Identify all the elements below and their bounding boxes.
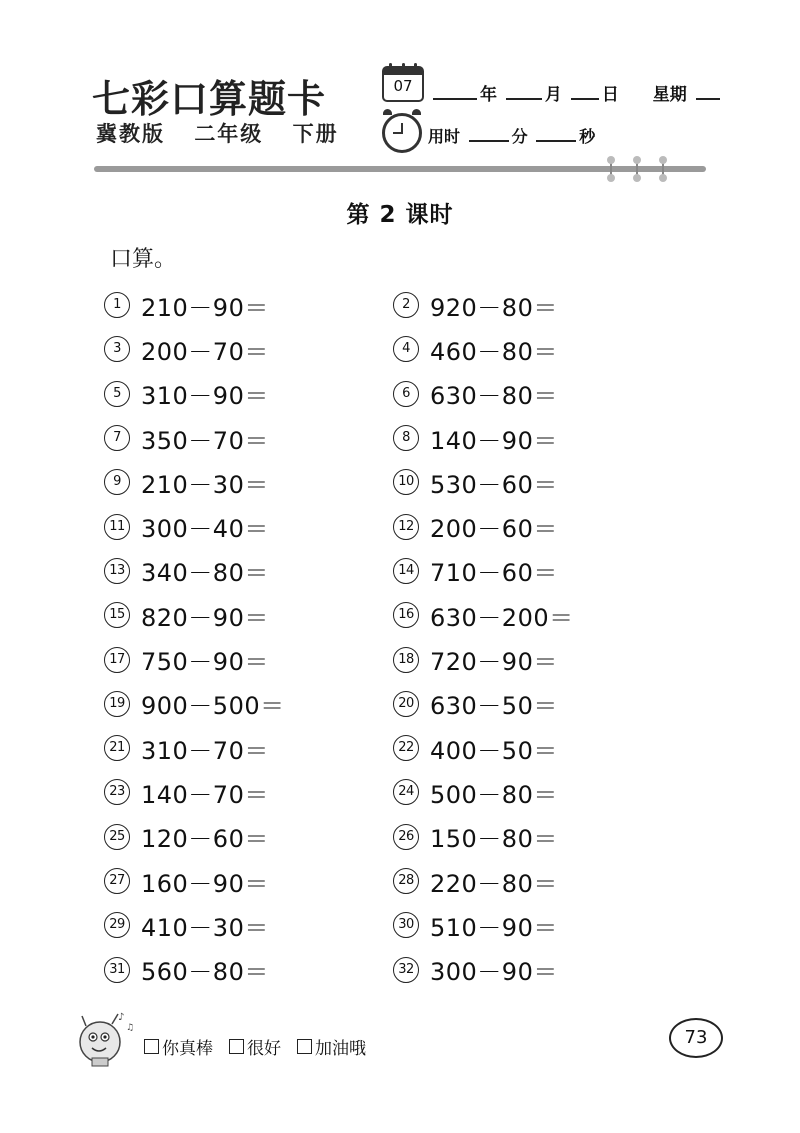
problem-item bbox=[393, 682, 693, 726]
month-label: 月 bbox=[544, 85, 562, 105]
problem-item bbox=[104, 770, 393, 814]
problem-item bbox=[104, 283, 393, 327]
seconds-label: 秒 bbox=[579, 127, 596, 146]
problem-number: 2 bbox=[393, 292, 419, 318]
rating-label: 很好 bbox=[247, 1039, 281, 1059]
problem-expression: 300－90＝ bbox=[430, 958, 558, 987]
problem-item bbox=[104, 372, 393, 416]
problem-expression: 140－90＝ bbox=[430, 426, 558, 455]
rating-keep-trying[interactable] bbox=[297, 1034, 366, 1059]
minutes-blank[interactable] bbox=[469, 124, 509, 142]
problem-expression: 310－70＝ bbox=[141, 736, 269, 765]
day-label: 日 bbox=[601, 85, 619, 105]
rating-label: 加油哦 bbox=[315, 1039, 366, 1059]
problem-item bbox=[104, 947, 393, 991]
problem-expression: 900－500＝ bbox=[141, 692, 285, 721]
problem-expression: 920－80＝ bbox=[430, 293, 558, 322]
calendar-number: 07 bbox=[393, 77, 413, 95]
problem-number: 8 bbox=[393, 425, 419, 451]
edition-info bbox=[96, 118, 359, 148]
problem-number: 32 bbox=[393, 957, 419, 983]
seconds-blank[interactable] bbox=[536, 124, 576, 142]
edition-publisher: 冀教版 bbox=[96, 122, 165, 146]
problem-number: 19 bbox=[104, 691, 130, 717]
lesson-title: 第 2 课时 bbox=[346, 202, 454, 228]
edition-volume: 下册 bbox=[292, 122, 339, 146]
problem-item bbox=[104, 682, 393, 726]
problem-item bbox=[393, 903, 693, 947]
problem-number: 23 bbox=[104, 779, 130, 805]
checkbox[interactable] bbox=[229, 1039, 244, 1054]
problem-number: 21 bbox=[104, 735, 130, 761]
problem-expression: 630－80＝ bbox=[430, 382, 558, 411]
problem-number: 7 bbox=[104, 425, 130, 451]
problem-expression: 160－90＝ bbox=[141, 869, 269, 898]
rating-label: 你真棒 bbox=[162, 1039, 213, 1059]
problem-expression: 510－90＝ bbox=[430, 913, 558, 942]
problem-number: 3 bbox=[104, 336, 130, 362]
problem-item bbox=[393, 593, 693, 637]
problem-number: 29 bbox=[104, 912, 130, 938]
problem-number: 14 bbox=[393, 558, 419, 584]
problem-number: 20 bbox=[393, 691, 419, 717]
problem-expression: 120－60＝ bbox=[141, 825, 269, 854]
problem-expression: 200－60＝ bbox=[430, 515, 558, 544]
problem-item bbox=[104, 859, 393, 903]
problem-number: 13 bbox=[104, 558, 130, 584]
calendar-icon bbox=[382, 66, 424, 102]
problem-expression: 350－70＝ bbox=[141, 426, 269, 455]
header-divider bbox=[94, 166, 706, 172]
problem-number: 1 bbox=[104, 292, 130, 318]
year-blank[interactable] bbox=[433, 82, 477, 100]
problem-expression: 140－70＝ bbox=[141, 780, 269, 809]
minutes-label: 分 bbox=[511, 127, 528, 146]
problem-expression: 710－60＝ bbox=[430, 559, 558, 588]
problem-item bbox=[393, 947, 693, 991]
problem-item bbox=[104, 637, 393, 681]
problem-number: 15 bbox=[104, 602, 130, 628]
problem-item bbox=[104, 903, 393, 947]
problem-item bbox=[393, 859, 693, 903]
problem-number: 5 bbox=[104, 381, 130, 407]
day-blank[interactable] bbox=[571, 82, 599, 100]
svg-text:♪: ♪ bbox=[118, 1012, 125, 1023]
problem-number: 6 bbox=[393, 381, 419, 407]
problem-item bbox=[104, 593, 393, 637]
problem-item bbox=[104, 327, 393, 371]
problem-expression: 530－60＝ bbox=[430, 470, 558, 499]
problem-expression: 820－90＝ bbox=[141, 603, 269, 632]
month-blank[interactable] bbox=[506, 82, 542, 100]
date-fields bbox=[430, 80, 723, 105]
alarm-clock-icon bbox=[382, 113, 422, 153]
checkbox[interactable] bbox=[297, 1039, 312, 1054]
problem-item bbox=[393, 504, 693, 548]
problem-expression: 630－200＝ bbox=[430, 603, 574, 632]
rating-great[interactable] bbox=[144, 1034, 213, 1059]
problem-expression: 410－30＝ bbox=[141, 913, 269, 942]
problem-item bbox=[393, 460, 693, 504]
time-fields bbox=[428, 124, 595, 147]
problem-number: 12 bbox=[393, 514, 419, 540]
instruction: 口算。 bbox=[110, 247, 177, 272]
page-number: 73 bbox=[669, 1018, 723, 1058]
problem-item bbox=[104, 504, 393, 548]
checkbox[interactable] bbox=[144, 1039, 159, 1054]
problem-expression: 460－80＝ bbox=[430, 337, 558, 366]
weekday-label: 星期 bbox=[652, 85, 687, 105]
problem-expression: 400－50＝ bbox=[430, 736, 558, 765]
edition-grade: 二年级 bbox=[194, 122, 264, 146]
problem-item bbox=[393, 726, 693, 770]
problem-number: 26 bbox=[393, 824, 419, 850]
problem-number: 25 bbox=[104, 824, 130, 850]
problem-expression: 340－80＝ bbox=[141, 559, 269, 588]
problem-item bbox=[104, 549, 393, 593]
problem-expression: 220－80＝ bbox=[430, 869, 558, 898]
problem-expression: 500－80＝ bbox=[430, 780, 558, 809]
problem-number: 31 bbox=[104, 957, 130, 983]
problem-number: 22 bbox=[393, 735, 419, 761]
problem-expression: 300－40＝ bbox=[141, 515, 269, 544]
problem-number: 9 bbox=[104, 469, 130, 495]
problem-expression: 630－50＝ bbox=[430, 692, 558, 721]
problem-expression: 150－80＝ bbox=[430, 825, 558, 854]
problem-expression: 750－90＝ bbox=[141, 648, 269, 677]
svg-text:♫: ♫ bbox=[126, 1023, 135, 1033]
problem-item bbox=[393, 283, 693, 327]
time-used-label: 用时 bbox=[428, 127, 461, 146]
binder-pin-icon bbox=[636, 158, 638, 180]
problem-item bbox=[104, 460, 393, 504]
problem-list bbox=[104, 283, 704, 992]
problem-item bbox=[104, 815, 393, 859]
problem-expression: 720－90＝ bbox=[430, 648, 558, 677]
binder-pin-icon bbox=[662, 158, 664, 180]
self-rating bbox=[144, 1034, 366, 1059]
problem-item bbox=[104, 416, 393, 460]
problem-item bbox=[393, 327, 693, 371]
problem-number: 28 bbox=[393, 868, 419, 894]
problem-item bbox=[104, 726, 393, 770]
problem-number: 11 bbox=[104, 514, 130, 540]
problem-item bbox=[393, 637, 693, 681]
brand-title: 七彩口算题卡 bbox=[92, 77, 327, 121]
problem-number: 18 bbox=[393, 647, 419, 673]
year-label: 年 bbox=[480, 85, 497, 105]
problem-number: 17 bbox=[104, 647, 130, 673]
weekday-blank[interactable] bbox=[696, 82, 720, 100]
problem-expression: 210－30＝ bbox=[141, 470, 269, 499]
problem-number: 30 bbox=[393, 912, 419, 938]
problem-expression: 200－70＝ bbox=[141, 337, 269, 366]
problem-expression: 210－90＝ bbox=[141, 293, 269, 322]
problem-number: 10 bbox=[393, 469, 419, 495]
problem-item bbox=[393, 372, 693, 416]
mascot-illustration bbox=[72, 1006, 136, 1068]
problem-expression: 560－80＝ bbox=[141, 958, 269, 987]
problem-item bbox=[393, 549, 693, 593]
problem-number: 16 bbox=[393, 602, 419, 628]
problem-number: 4 bbox=[393, 336, 419, 362]
problem-item bbox=[393, 815, 693, 859]
problem-expression: 310－90＝ bbox=[141, 382, 269, 411]
problem-item bbox=[393, 770, 693, 814]
problem-number: 24 bbox=[393, 779, 419, 805]
problem-item bbox=[393, 416, 693, 460]
binder-pin-icon bbox=[610, 158, 612, 180]
rating-good[interactable] bbox=[229, 1034, 281, 1059]
problem-number: 27 bbox=[104, 868, 130, 894]
